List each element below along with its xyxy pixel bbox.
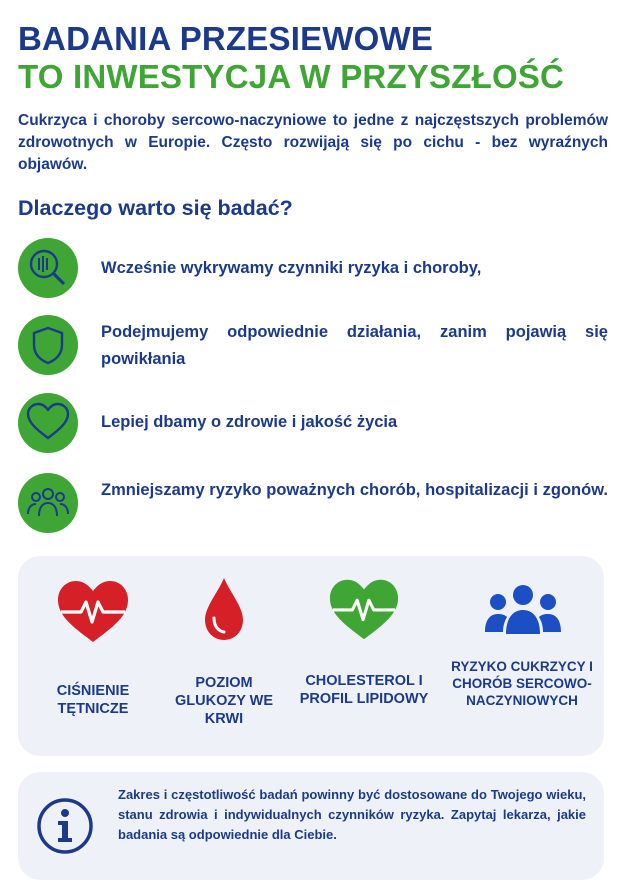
magnifier-icon — [18, 238, 78, 298]
info-text: Zakres i częstotliwość badań powinny być dostosowane do Twojego wieku, stanu zdrowia i indywidualnych czynników ryzyka. Zapytaj lekarza, jakie badania są odpowiednie dla Ciebie. — [118, 787, 586, 842]
blood-drop-icon — [203, 576, 245, 642]
reason-text: Wcześnie wykrywamy czynniki ryzyka i choroby, — [101, 259, 482, 277]
test-cholesterol — [296, 556, 432, 756]
test-blood-glucose — [168, 556, 280, 756]
why-heading: Dlaczego warto się badać? — [18, 196, 293, 220]
reason-item-risk-reduction — [18, 473, 608, 533]
info-panel — [18, 772, 604, 880]
red-heart-pulse-icon — [55, 578, 131, 644]
test-diabetes-cvd-risk — [448, 556, 596, 756]
people-icon — [18, 473, 78, 533]
test-label: RYZYKO CUKRZYCY I CHORÓB SERCOWO- NACZYNIOWYCH — [451, 659, 593, 708]
page-title-line2: TO INWESTYCJA W PRZYSZŁOŚĆ — [18, 58, 565, 95]
green-heart-pulse-icon — [327, 576, 401, 642]
reason-text: Podejmujemy odpowiednie działania, zanim pojawią się powikłania — [101, 323, 608, 368]
test-label: CIŚNIENIE TĘTNICZE — [56, 683, 130, 717]
test-label: POZIOM GLUKOZY WE KRWI — [174, 675, 273, 727]
heart-outline-icon — [18, 393, 78, 453]
shield-icon — [18, 315, 78, 375]
info-icon — [36, 797, 94, 855]
intro-paragraph: Cukrzyca i choroby sercowo-naczyniowe to jedne z najczęstszych problemów zdrowotnych w Europie. Często rozwijają się po cichu - bez wyraźnych objawów. — [18, 112, 608, 173]
reason-item-prevention — [18, 315, 608, 375]
reason-item-health — [18, 393, 608, 453]
tests-panel — [18, 556, 604, 756]
test-blood-pressure — [38, 556, 148, 756]
group-icon — [484, 582, 562, 636]
page-title-line1: BADANIA PRZESIEWOWE — [18, 20, 434, 57]
reason-item-early-detection — [18, 238, 608, 298]
reason-text: Zmniejszamy ryzyko poważnych chorób, hospitalizacji i zgonów. — [101, 481, 608, 499]
reason-text: Lepiej dbamy o zdrowie i jakość życia — [101, 413, 398, 431]
test-label: CHOLESTEROL I PROFIL LIPIDOWY — [299, 673, 429, 707]
